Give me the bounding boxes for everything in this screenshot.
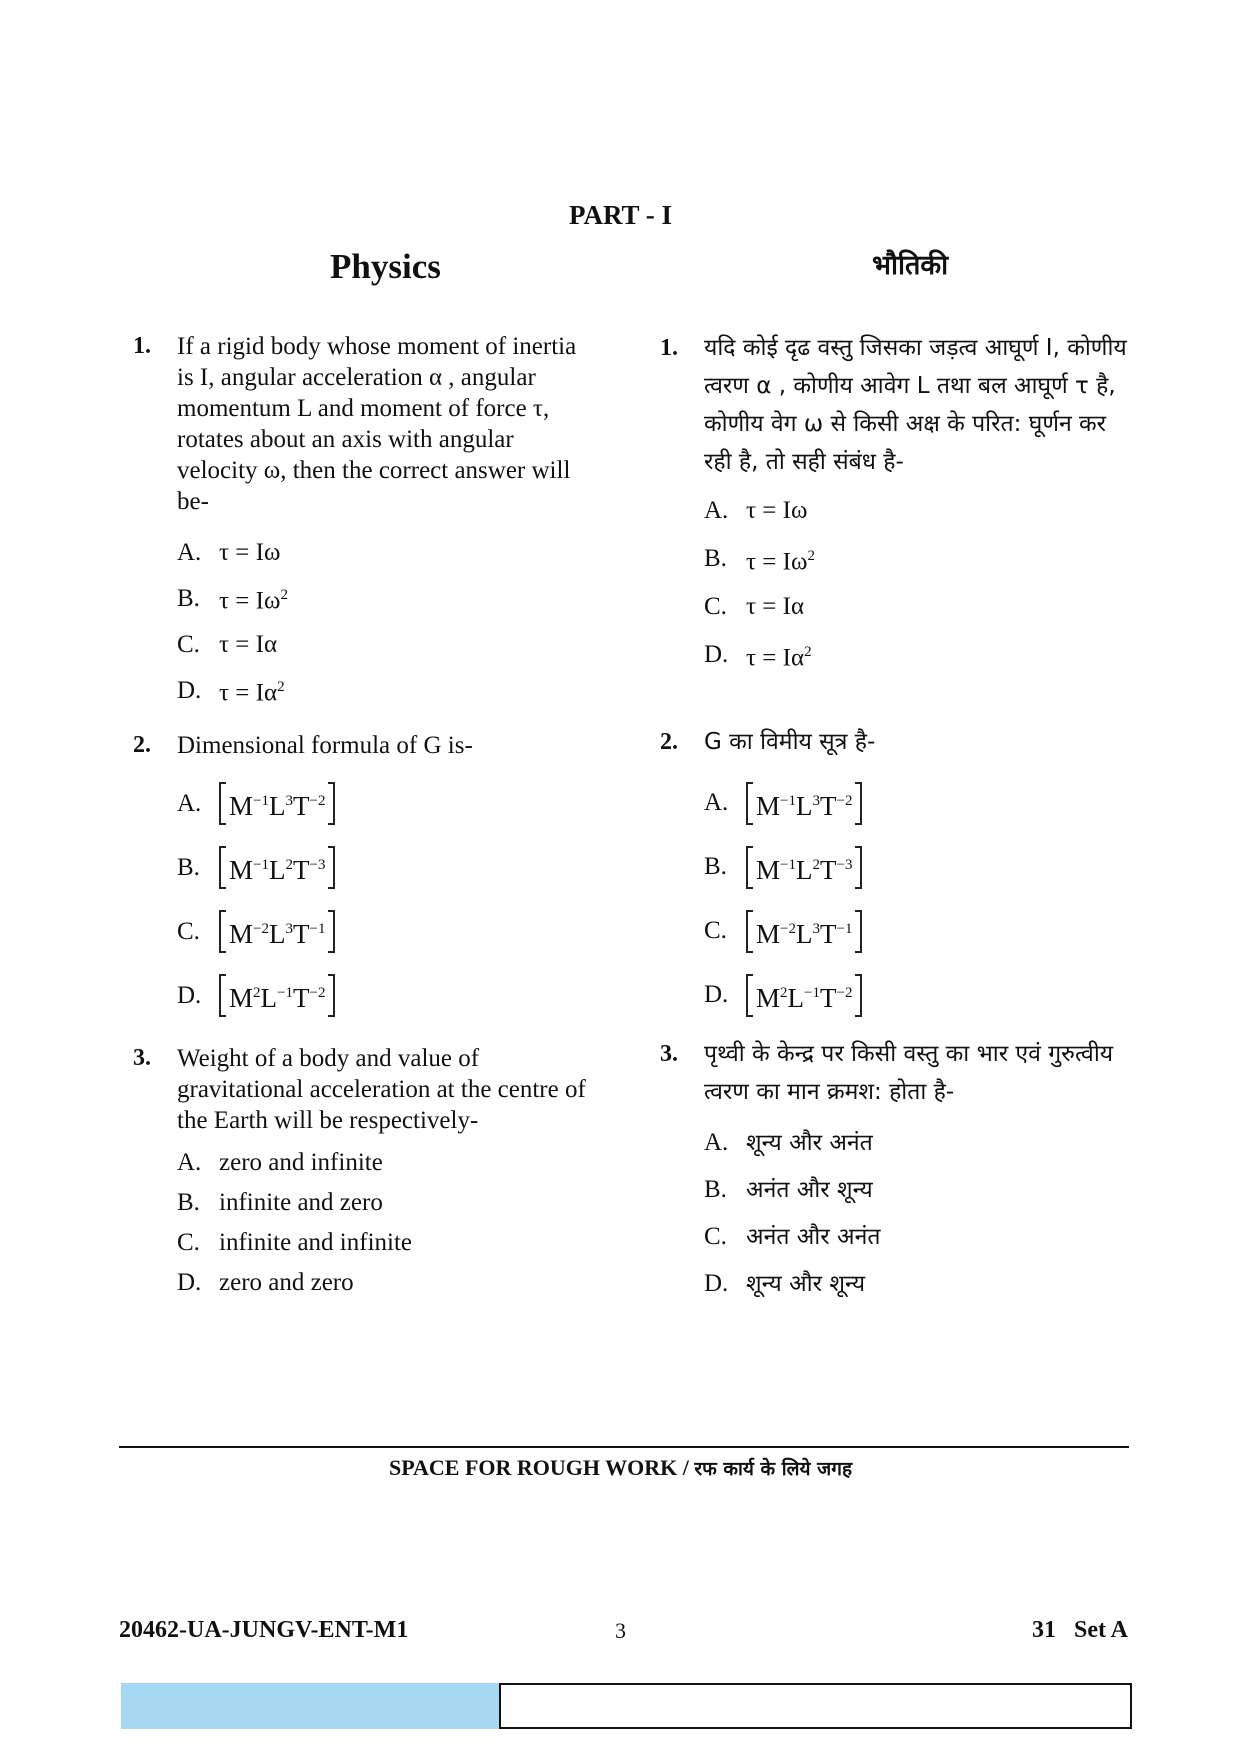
option-c[interactable]	[660, 583, 1130, 631]
question-text: If a rigid body whose moment of inertia is I, angular acceleration α , angular momentum L and moment of force τ, rotates about an axis with angular velocity ω, then the correct answer will be-	[177, 333, 577, 515]
option-label: D.	[704, 641, 729, 668]
question-number: 1.	[133, 333, 151, 359]
option-label: B.	[704, 1175, 727, 1203]
option-d[interactable]	[133, 1262, 603, 1302]
dimensional-formula: $M^{-1}L^3T^{-2}$	[746, 782, 862, 825]
question-text: यदि कोई दृढ वस्तु जिसका जड़त्व आघूर्ण I, कोणीय त्वरण α , कोणीय आवेग L तथा बल आघूर्ण τ है, कोणीय वेग ω से किसी अक्ष के परित: घूर्णन कर रही है, तो सही संबंध है-	[704, 335, 1127, 475]
option-b[interactable]	[133, 1182, 603, 1222]
footer-blue-bar	[121, 1683, 499, 1729]
option-label: C.	[704, 1222, 727, 1250]
option-b[interactable]	[660, 535, 1130, 583]
question-text: पृथ्वी के केन्द्र पर किसी वस्तु का भार एवं गुरुत्वीय त्वरण का मान क्रमश: होता है-	[704, 1041, 1114, 1105]
option-label: A.	[177, 1148, 202, 1176]
option-value: infinite and zero	[219, 1188, 383, 1216]
option-c[interactable]	[133, 899, 603, 963]
hindi-question-1	[660, 329, 1130, 679]
question-text: Weight of a body and value of gravitational acceleration at the centre of the Earth will be respectively-	[177, 1045, 586, 1134]
option-b[interactable]	[133, 835, 603, 899]
option-value: zero and zero	[219, 1268, 354, 1296]
dimensional-formula: $M^2L^{-1}T^{-2}$	[746, 974, 862, 1017]
option-label: A.	[704, 497, 729, 524]
option-c[interactable]	[660, 899, 1130, 963]
question-text: G का विमीय सूत्र है-	[704, 729, 876, 755]
option-value: τ = Iα	[746, 593, 805, 620]
option-d[interactable]	[660, 963, 1130, 1027]
option-a[interactable]	[660, 1119, 1130, 1166]
option-d[interactable]	[133, 963, 603, 1027]
footer-answer-box	[499, 1683, 1132, 1729]
option-a[interactable]	[133, 771, 603, 835]
option-b[interactable]	[133, 575, 603, 621]
option-value: अनंत और अनंत	[746, 1223, 881, 1250]
part-heading: PART - I	[568, 200, 673, 230]
question-text: Dimensional formula of G is-	[177, 732, 473, 759]
option-value: τ = Iω	[219, 538, 281, 566]
dimensional-formula: $M^{-2}L^3T^{-1}$	[219, 910, 335, 953]
option-c[interactable]	[133, 621, 603, 667]
option-b[interactable]	[660, 1166, 1130, 1213]
question-number: 2.	[133, 732, 151, 758]
dimensional-formula: $M^2L^{-1}T^{-2}$	[219, 974, 335, 1017]
option-value: शून्य और शून्य	[746, 1270, 866, 1297]
option-label: B.	[177, 853, 200, 881]
option-b[interactable]	[660, 835, 1130, 899]
option-value: शून्य और अनंत	[746, 1129, 873, 1156]
option-d[interactable]	[660, 631, 1130, 679]
option-c[interactable]	[133, 1222, 603, 1262]
dimensional-formula: $M^{-1}L^2T^{-3}$	[746, 846, 862, 889]
option-value: τ = Iα	[219, 630, 278, 658]
dimensional-formula: $M^{-1}L^3T^{-2}$	[219, 782, 335, 825]
option-label: A.	[177, 538, 202, 566]
rough-work-divider	[119, 1446, 1129, 1448]
option-a[interactable]	[660, 487, 1130, 535]
option-label: C.	[704, 917, 727, 944]
option-a[interactable]	[133, 529, 603, 575]
option-a[interactable]	[660, 771, 1130, 835]
option-label: B.	[704, 853, 727, 880]
option-a[interactable]	[133, 1142, 603, 1182]
hindi-question-2	[660, 723, 1130, 1027]
option-label: C.	[177, 917, 200, 945]
english-question-3	[133, 1043, 603, 1302]
option-label: A.	[177, 789, 202, 817]
paper-code: 20462-UA-JUNGV-ENT-M1	[119, 1617, 409, 1643]
option-value: $\tau = I\omega^2$	[219, 586, 288, 615]
option-label: D.	[177, 1268, 202, 1296]
option-label: C.	[704, 593, 727, 620]
option-value: τ = Iω	[746, 497, 808, 524]
option-d[interactable]	[133, 667, 603, 713]
option-value: infinite and infinite	[219, 1228, 413, 1256]
option-value: अनंत और शून्य	[746, 1176, 873, 1203]
option-label: B.	[177, 584, 200, 612]
question-number: 3.	[660, 1041, 678, 1067]
english-question-1	[133, 331, 603, 713]
option-label: A.	[704, 789, 729, 816]
option-label: A.	[704, 1128, 729, 1156]
rough-work-label: SPACE FOR ROUGH WORK / रफ कार्य के लिये जगह	[388, 1455, 853, 1480]
dimensional-formula: $M^{-1}L^2T^{-3}$	[219, 846, 335, 889]
subject-title-hindi: भौतिकी	[872, 250, 949, 281]
option-c[interactable]	[660, 1213, 1130, 1260]
option-label: D.	[704, 981, 729, 1008]
option-label: D.	[704, 1269, 729, 1297]
dimensional-formula: $M^{-2}L^3T^{-1}$	[746, 910, 862, 953]
subject-title-english: Physics	[330, 247, 441, 286]
option-label: D.	[177, 676, 202, 704]
option-value: zero and infinite	[219, 1148, 383, 1176]
question-number: 3.	[133, 1045, 151, 1071]
question-number: 2.	[660, 729, 678, 755]
page-number: 3	[615, 1618, 626, 1643]
option-value: $\tau = I\alpha^2$	[746, 643, 812, 672]
option-label: B.	[177, 1188, 200, 1216]
option-value: $\tau = I\omega^2$	[746, 547, 815, 576]
option-value: $\tau = I\alpha^2$	[219, 678, 285, 707]
option-d[interactable]	[660, 1260, 1130, 1307]
set-label: 31 Set A	[1032, 1617, 1128, 1643]
option-label: C.	[177, 1228, 200, 1256]
question-number: 1.	[660, 335, 678, 361]
hindi-question-3	[660, 1035, 1130, 1307]
option-label: C.	[177, 630, 200, 658]
option-label: B.	[704, 545, 727, 572]
option-label: D.	[177, 981, 202, 1009]
english-question-2	[133, 730, 603, 1027]
